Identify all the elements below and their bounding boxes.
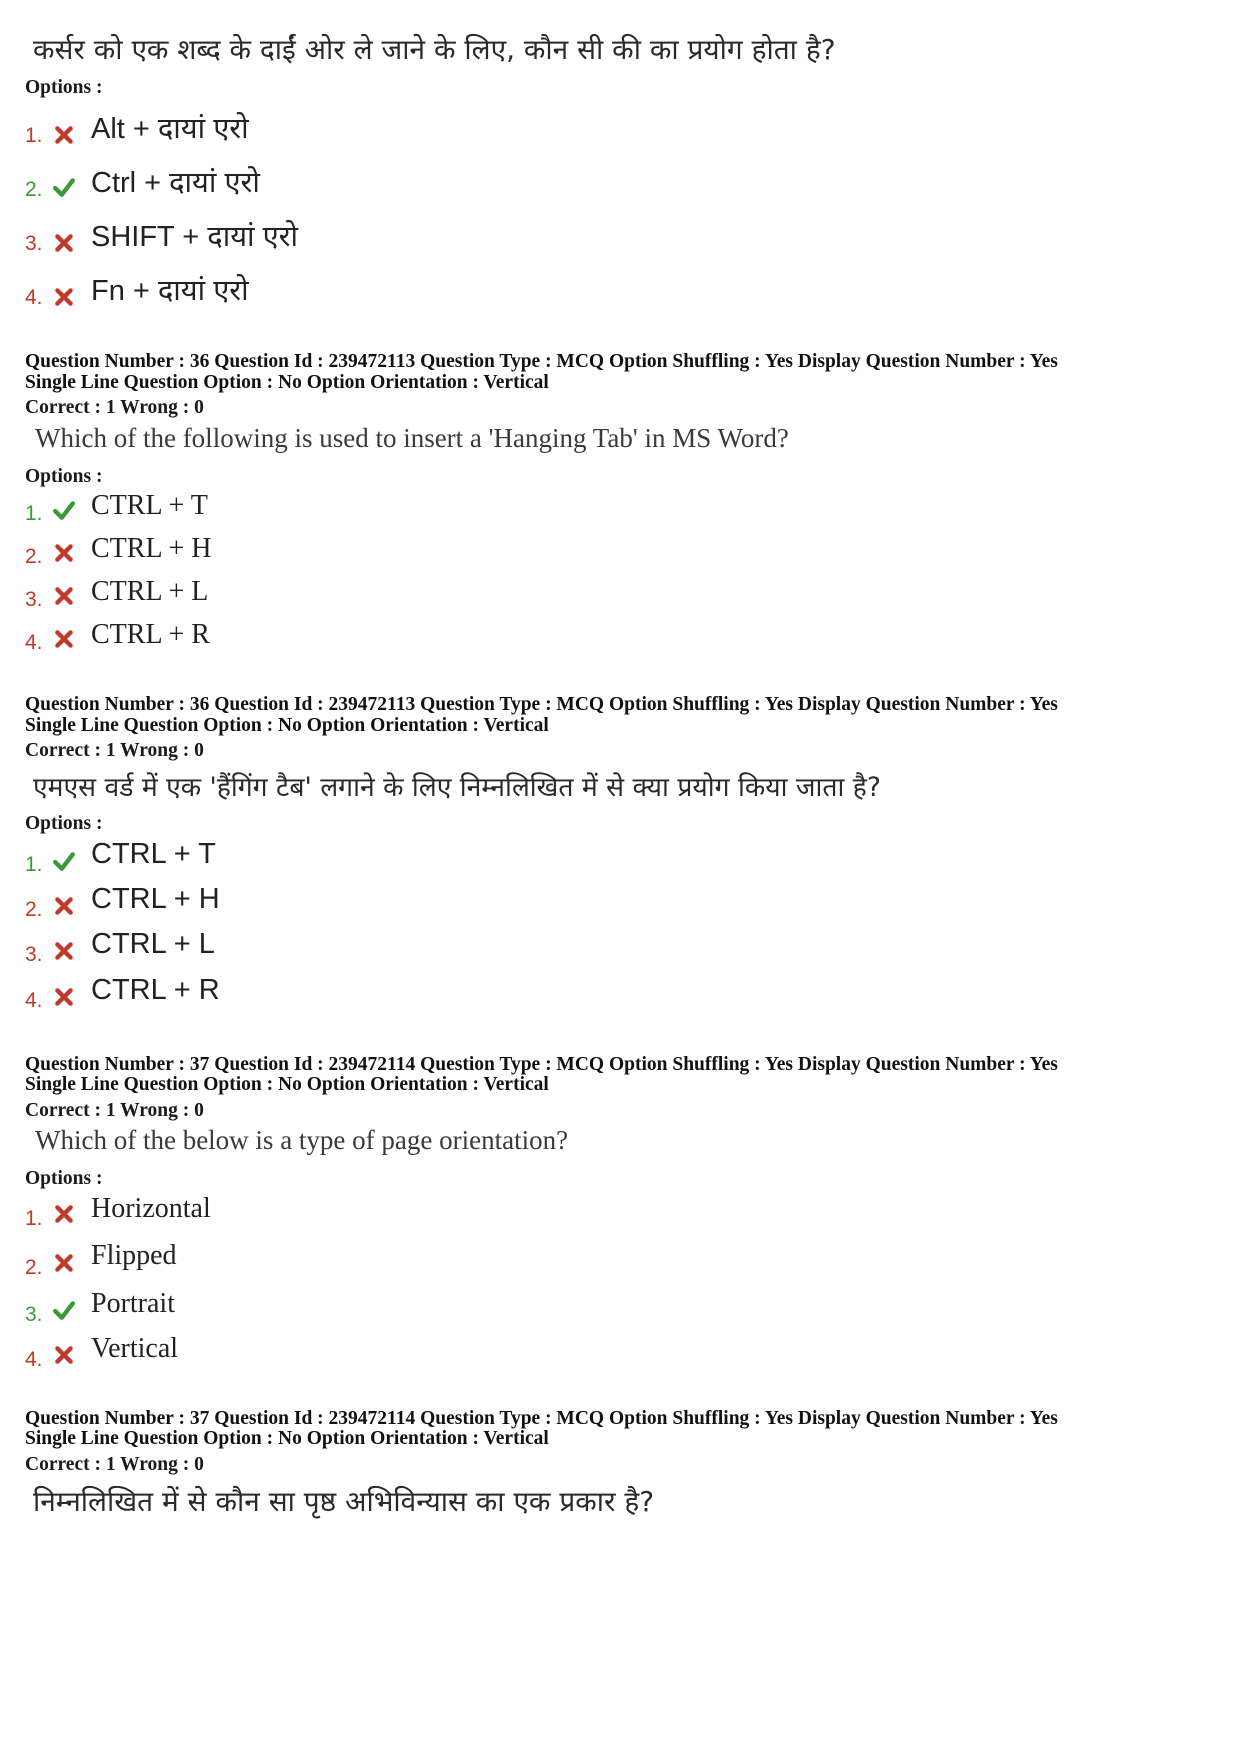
option-text: CTRL + L [91, 928, 215, 960]
option-number: 1. [25, 124, 43, 147]
option-1 [25, 490, 625, 530]
check-icon [53, 850, 75, 872]
option-3 [25, 928, 625, 968]
check-icon [53, 1299, 75, 1321]
options-label: Options : [25, 1168, 103, 1189]
option-text: CTRL + R [91, 619, 210, 650]
option-number: 4. [25, 989, 43, 1012]
option-text: Alt + दायां एरो [91, 113, 249, 145]
cross-icon [53, 286, 75, 308]
option-1 [25, 1193, 625, 1233]
cross-icon [53, 232, 75, 254]
question-meta-options: Single Line Question Option : No Option Orientation : Vertical [25, 1074, 549, 1095]
marks-info: Correct : 1 Wrong : 0 [25, 1454, 204, 1475]
cross-icon [53, 542, 75, 564]
option-number: 1. [25, 502, 43, 525]
option-1 [25, 108, 625, 148]
cross-icon [53, 1203, 75, 1225]
option-3 [25, 216, 625, 256]
option-text: CTRL + T [91, 490, 208, 521]
option-number: 3. [25, 588, 43, 611]
question-text: Which of the below is a type of page orientation? [35, 1125, 569, 1155]
option-text: CTRL + H [91, 533, 212, 564]
option-text: Portrait [91, 1288, 175, 1319]
question-text: निम्नलिखित में से कौन सा पृष्ठ अभिविन्यास का एक प्रकार है? [33, 1485, 655, 1518]
cross-icon [53, 895, 75, 917]
option-text: CTRL + L [91, 576, 209, 607]
cross-icon [53, 124, 75, 146]
option-number: 1. [25, 1207, 43, 1230]
option-2 [25, 883, 625, 923]
option-text: Horizontal [91, 1193, 211, 1224]
options-label: Options : [25, 77, 103, 98]
option-4 [25, 974, 625, 1014]
question-meta-options: Single Line Question Option : No Option Orientation : Vertical [25, 715, 549, 736]
option-number: 2. [25, 1256, 43, 1279]
question-meta: Question Number : 37 Question Id : 239472114 Question Type : MCQ Option Shuffling : Yes Display Question Number : Yes [25, 1408, 1058, 1429]
option-text: CTRL + T [91, 838, 216, 870]
option-number: 2. [25, 545, 43, 568]
option-number: 4. [25, 1348, 43, 1371]
option-2 [25, 1240, 625, 1280]
question-meta: Question Number : 37 Question Id : 239472114 Question Type : MCQ Option Shuffling : Yes Display Question Number : Yes [25, 1054, 1058, 1075]
option-number: 3. [25, 232, 43, 255]
option-text: Fn + दायां एरो [91, 275, 249, 307]
marks-info: Correct : 1 Wrong : 0 [25, 397, 204, 418]
option-number: 4. [25, 631, 43, 654]
question-text: एमएस वर्ड में एक 'हैंगिंग टैब' लगाने के लिए निम्नलिखित में से क्या प्रयोग किया जाता है? [33, 772, 881, 803]
question-meta: Question Number : 36 Question Id : 239472113 Question Type : MCQ Option Shuffling : Yes Display Question Number : Yes [25, 351, 1058, 372]
cross-icon [53, 986, 75, 1008]
option-text: SHIFT + दायां एरो [91, 221, 299, 253]
question-meta-options: Single Line Question Option : No Option Orientation : Vertical [25, 372, 549, 393]
question-text: Which of the following is used to insert a 'Hanging Tab' in MS Word? [35, 423, 789, 453]
check-icon [53, 499, 75, 521]
question-meta: Question Number : 36 Question Id : 239472113 Question Type : MCQ Option Shuffling : Yes Display Question Number : Yes [25, 694, 1058, 715]
option-text: Ctrl + दायां एरो [91, 167, 260, 199]
option-2 [25, 533, 625, 573]
option-number: 1. [25, 853, 43, 876]
cross-icon [53, 1252, 75, 1274]
cross-icon [53, 940, 75, 962]
option-text: CTRL + H [91, 883, 220, 915]
question-text: कर्सर को एक शब्द के दाईं ओर ले जाने के लिए, कौन सी की का प्रयोग होता है? [33, 33, 836, 66]
option-number: 2. [25, 898, 43, 921]
marks-info: Correct : 1 Wrong : 0 [25, 740, 204, 761]
option-text: Flipped [91, 1240, 177, 1271]
option-3 [25, 576, 625, 616]
options-label: Options : [25, 466, 103, 487]
option-3 [25, 1288, 625, 1328]
check-icon [53, 176, 75, 198]
option-number: 4. [25, 286, 43, 309]
cross-icon [53, 628, 75, 650]
option-4 [25, 1333, 625, 1373]
option-2 [25, 162, 625, 202]
option-text: CTRL + R [91, 974, 220, 1006]
cross-icon [53, 1344, 75, 1366]
cross-icon [53, 585, 75, 607]
option-1 [25, 838, 625, 878]
question-meta-options: Single Line Question Option : No Option Orientation : Vertical [25, 1428, 549, 1449]
option-4 [25, 270, 625, 310]
option-number: 2. [25, 178, 43, 201]
marks-info: Correct : 1 Wrong : 0 [25, 1100, 204, 1121]
option-4 [25, 619, 625, 659]
option-number: 3. [25, 1303, 43, 1326]
option-text: Vertical [91, 1333, 179, 1364]
options-label: Options : [25, 813, 103, 834]
option-number: 3. [25, 943, 43, 966]
